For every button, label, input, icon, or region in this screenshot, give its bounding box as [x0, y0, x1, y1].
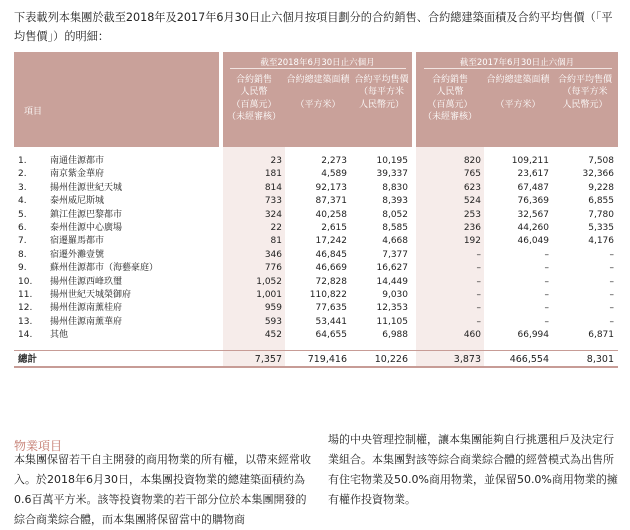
project-name: 揚州佳源南薰華府 [50, 316, 123, 327]
cell-value: 7,377 [382, 249, 408, 260]
total-value: 10,226 [374, 354, 408, 366]
cell-value: 14,449 [376, 276, 408, 287]
cell-value: 593 [264, 316, 282, 327]
row-number: 6. [18, 222, 27, 233]
total-row [14, 350, 618, 368]
cell-value: 2,273 [321, 156, 347, 166]
cell-value: 66,994 [517, 330, 549, 341]
cell-value: 346 [264, 249, 282, 260]
cell-value: – [544, 316, 549, 327]
table-body [14, 147, 618, 350]
project-name: 蘇州佳源都市（海藝豪庭） [50, 263, 159, 274]
project-name: 南京紫金華府 [50, 169, 105, 180]
col-header-sales-2018: 合約銷售 人民幣 （百萬元） （未經審核） [226, 75, 281, 123]
cell-value: 776 [264, 263, 282, 274]
col-header-asp-2018: 合約平均售價 （每平方米 人民幣元） [354, 75, 409, 110]
cell-value: 40,258 [315, 209, 347, 220]
cell-value: 12,353 [376, 303, 408, 314]
row-number: 1. [18, 156, 27, 166]
table-row [14, 168, 618, 181]
cell-value: 32,567 [517, 209, 549, 220]
row-number: 2. [18, 169, 27, 180]
cell-value: – [609, 316, 614, 327]
project-name: 泰州威尼斯城 [50, 196, 105, 207]
group-rule-2018 [230, 68, 406, 69]
total-label: 總計 [18, 354, 38, 366]
row-number: 4. [18, 196, 27, 207]
cell-value: 8,052 [382, 209, 408, 220]
cell-value: 236 [463, 222, 481, 233]
cell-value: 23 [270, 156, 282, 166]
row-number: 5. [18, 209, 27, 220]
cell-value: 46,049 [517, 236, 549, 247]
cell-value: 9,228 [588, 182, 614, 193]
cell-value: 2,615 [321, 222, 347, 233]
group-title-2017: 截至2017年6月30日止六個月 [459, 58, 575, 68]
cell-value: 7,508 [588, 156, 614, 166]
cell-value: 4,589 [321, 169, 347, 180]
row-number: 3. [18, 182, 27, 193]
cell-value: – [476, 316, 481, 327]
cell-value: – [544, 263, 549, 274]
cell-value: 76,369 [517, 196, 549, 207]
section-title: 物業項目 [14, 439, 63, 453]
col-header-gfa-2018: 合約總建築面積 （平方米） [286, 75, 350, 110]
row-number: 8. [18, 249, 27, 260]
row-number: 14. [18, 330, 33, 341]
col-header-sales-2017: 合約銷售 人民幣 （百萬元） （未經審核） [422, 75, 477, 123]
paragraph-left: 本集團保留若干自主開發的商用物業的所有權，以帶來經常收入。於2018年6月30日，本集團投資物業的總建築面積約為0.6百萬平方米。該等投資物業的若干部分位於本集團開發的綜合商業綜合體，而本集團將保留當中的購物商 [14, 453, 311, 526]
row-number: 9. [18, 263, 27, 274]
table-row [14, 249, 618, 262]
project-name: 揚州世紀天城榮御府 [50, 289, 132, 300]
cell-value: – [476, 263, 481, 274]
table-row [14, 316, 618, 329]
intro-paragraph: 下表載列本集團於截至2018年及2017年6月30日止六個月按項目劃分的合約銷售、合約總建築面積及合約平均售價（「平均售價」）的明細： [14, 11, 613, 43]
cell-value: 6,871 [588, 330, 614, 341]
row-number: 7. [18, 236, 27, 247]
contract-sales-table [14, 52, 618, 368]
cell-value: – [476, 303, 481, 314]
cell-value: 253 [463, 209, 481, 220]
total-value: 3,873 [453, 354, 481, 366]
cell-value: 820 [463, 156, 481, 166]
table-row [14, 155, 618, 168]
cell-value: 6,988 [382, 330, 408, 341]
cell-value: 110,822 [309, 289, 347, 300]
cell-value: 4,668 [382, 236, 408, 247]
table-row [14, 235, 618, 248]
project-name: 泰州佳源中心廣場 [50, 222, 123, 233]
cell-value: 1,052 [256, 276, 282, 287]
cell-value: 16,627 [376, 263, 408, 274]
cell-value: 460 [463, 330, 481, 341]
table-header [14, 52, 618, 147]
cell-value: 32,366 [582, 169, 614, 180]
cell-value: 77,635 [315, 303, 347, 314]
project-name: 揚州佳源西峰玖璽 [50, 276, 123, 287]
cell-value: 44,260 [517, 222, 549, 233]
cell-value: 6,855 [588, 196, 614, 207]
project-name: 其他 [50, 330, 69, 341]
cell-value: 765 [463, 169, 481, 180]
cell-value: 46,845 [315, 249, 347, 260]
total-value: 466,554 [509, 354, 549, 366]
table-row [14, 289, 618, 302]
cell-value: 5,335 [588, 222, 614, 233]
cell-value: 23,617 [517, 169, 549, 180]
cell-value: – [609, 249, 614, 260]
cell-value: – [544, 276, 549, 287]
cell-value: 452 [264, 330, 282, 341]
cell-value: 9,030 [382, 289, 408, 300]
cell-value: 733 [264, 196, 282, 207]
cell-value: – [476, 249, 481, 260]
group-rule-2017 [424, 68, 612, 69]
cell-value: 1,001 [256, 289, 282, 300]
cell-value: – [609, 289, 614, 300]
cell-value: 8,830 [382, 182, 408, 193]
col-header-gfa-2017: 合約總建築面積 （平方米） [486, 75, 550, 110]
table-row [14, 329, 618, 342]
cell-value: 623 [463, 182, 481, 193]
cell-value: 7,780 [588, 209, 614, 220]
cell-value: 46,669 [315, 263, 347, 274]
cell-value: 8,585 [382, 222, 408, 233]
row-number: 13. [18, 316, 33, 327]
table-row [14, 195, 618, 208]
cell-value: 72,828 [315, 276, 347, 287]
cell-value: 192 [463, 236, 481, 247]
cell-value: 17,242 [315, 236, 347, 247]
project-name: 宿遷外灘壹號 [50, 249, 105, 260]
table-row [14, 262, 618, 275]
total-value: 719,416 [307, 354, 347, 366]
cell-value: 10,195 [376, 156, 408, 166]
cell-value: 39,337 [376, 169, 408, 180]
cell-value: 181 [264, 169, 282, 180]
cell-value: – [609, 303, 614, 314]
project-column-header: 項目 [24, 107, 43, 117]
cell-value: 109,211 [511, 156, 549, 166]
table-row [14, 182, 618, 195]
cell-value: – [609, 276, 614, 287]
paragraph-right: 場的中央管理控制權，讓本集團能夠自行挑選租戶及決定行業組合。本集團對該等綜合商業綜合體的經營模式為出售所有住宅物業及50.0%商用物業，並保留50.0%商用物業的擁有權作投資物業。 [328, 433, 618, 506]
cell-value: 814 [264, 182, 282, 193]
cell-value: – [544, 303, 549, 314]
total-value: 8,301 [586, 354, 614, 366]
cell-value: 53,441 [315, 316, 347, 327]
project-name: 南通佳源都市 [50, 156, 105, 166]
cell-value: 524 [463, 196, 481, 207]
cell-value: 64,655 [315, 330, 347, 341]
row-number: 10. [18, 276, 33, 287]
project-name: 揚州佳源世紀天城 [50, 182, 123, 193]
group-title-2018: 截至2018年6月30日止六個月 [260, 58, 375, 68]
col-header-asp-2017: 合約平均售價 （每平方米 人民幣元） [557, 75, 612, 110]
cell-value: 22 [270, 222, 282, 233]
cell-value: 81 [270, 236, 282, 247]
table-row [14, 209, 618, 222]
cell-value: – [476, 289, 481, 300]
row-number: 12. [18, 303, 33, 314]
total-value: 7,357 [254, 354, 282, 366]
cell-value: 324 [264, 209, 282, 220]
cell-value: – [544, 289, 549, 300]
cell-value: 8,393 [382, 196, 408, 207]
cell-value: – [609, 263, 614, 274]
table-row [14, 222, 618, 235]
cell-value: 92,173 [315, 182, 347, 193]
table-row [14, 302, 618, 315]
cell-value: – [544, 249, 549, 260]
project-name: 鎮江佳源巴黎都市 [50, 209, 123, 220]
cell-value: 11,105 [376, 316, 408, 327]
table-row [14, 276, 618, 289]
project-name: 揚州佳源南薰桂府 [50, 303, 123, 314]
cell-value: 4,176 [588, 236, 614, 247]
cell-value: 87,371 [315, 196, 347, 207]
row-number: 11. [18, 289, 33, 300]
cell-value: – [476, 276, 481, 287]
cell-value: 959 [264, 303, 282, 314]
project-name: 宿遷羅馬都市 [50, 236, 105, 247]
cell-value: 67,487 [517, 182, 549, 193]
